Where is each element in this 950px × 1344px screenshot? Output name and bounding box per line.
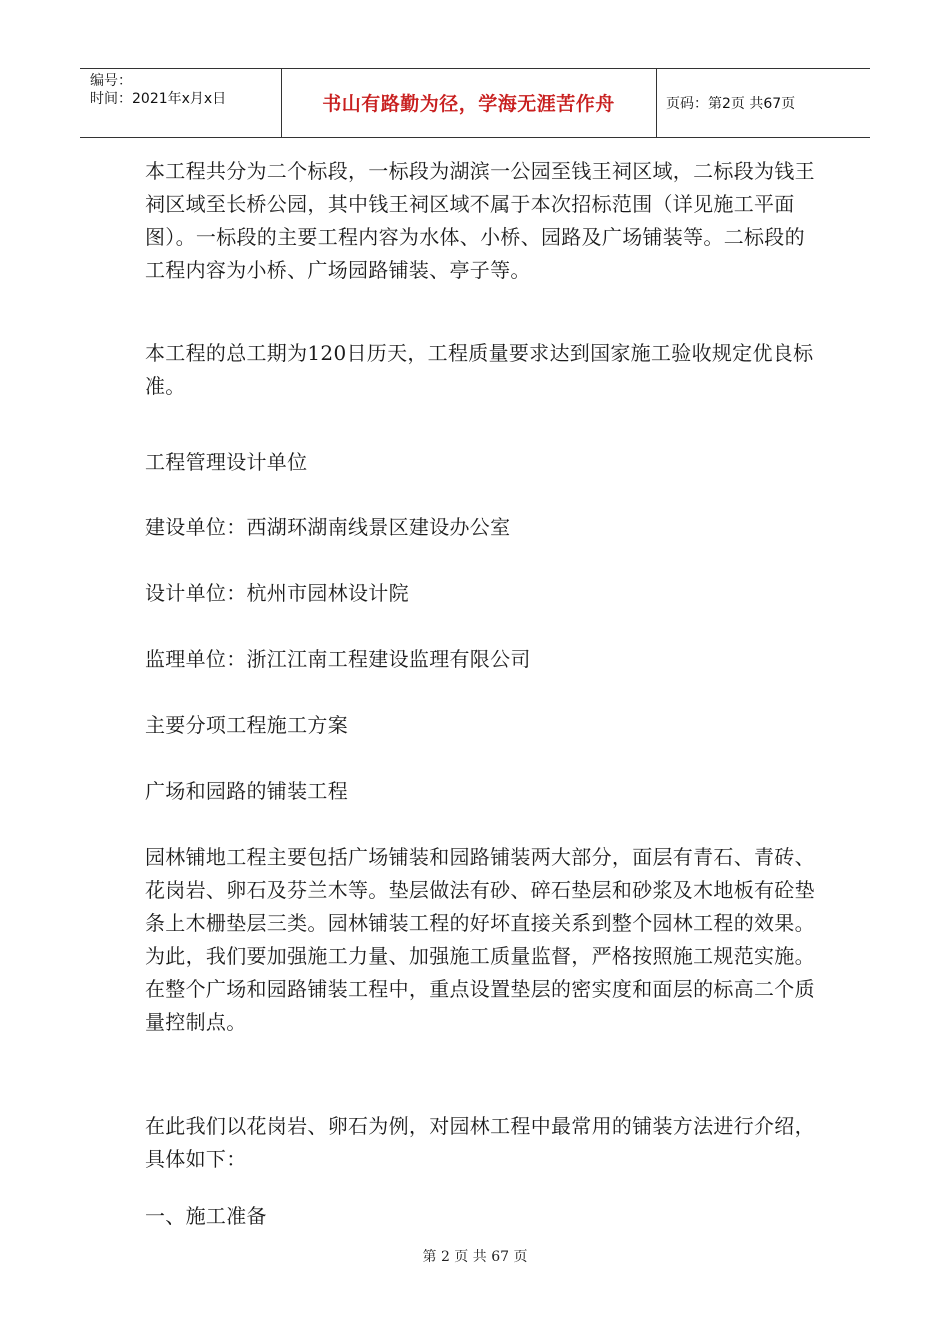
document-header (80, 68, 870, 138)
paragraph-example-intro: 在此我们以花岗岩、卵石为例，对园林工程中最常用的铺装方法进行介绍，具体如下： (145, 1114, 815, 1171)
header-divider (656, 69, 657, 137)
page-footer: 第 2 页 共 67 页 (422, 1249, 528, 1265)
header-page-info: 页码：第2页 共67页 (666, 96, 796, 112)
header-meta (90, 72, 226, 108)
paragraph-paving-description: 园林铺地工程主要包括广场铺装和园路铺装两大部分，面层有青石、青砖、花岗岩、卵石及芬兰木等。垫层做法有砂、碎石垫层和砂浆及木地板有砼垫条上木栅垫层三类。园林铺装工程的好坏直接关系到整个园林工程的效果。为此，我们要加强施工力量、加强施工质量监督，严格按照施工规范实施。在整个广场和园路铺装工程中，重点设置垫层的密实度和面层的标高二个质量控制点。 (145, 845, 815, 1035)
paragraph-duration: 本工程的总工期为120日历天，工程质量要求达到国家施工验收规定优良标准。 (145, 341, 814, 398)
heading-construction-plan: 主要分项工程施工方案 (145, 713, 348, 737)
design-unit: 设计单位：杭州市园林设计院 (145, 581, 409, 605)
header-motto: 书山有路勤为径，学海无涯苦作舟 (322, 93, 615, 115)
construction-unit: 建设单位：西湖环湖南线景区建设办公室 (145, 515, 511, 539)
document-time-label: 时间：2021年x月x日 (90, 91, 227, 107)
paragraph-sections: 本工程共分为二个标段，一标段为湖滨一公园至钱王祠区域，二标段为钱王祠区域至长桥公园，其中钱王祠区域不属于本次招标范围（详见施工平面图）。一标段的主要工程内容为水体、小桥、园路及广场铺装等。二标段的工程内容为小桥、广场园路铺装、亭子等。 (145, 159, 815, 282)
supervision-unit: 监理单位：浙江江南工程建设监理有限公司 (145, 647, 531, 671)
heading-paving-works: 广场和园路的铺装工程 (145, 779, 348, 803)
heading-preparation: 一、施工准备 (145, 1204, 267, 1228)
heading-management-units: 工程管理设计单位 (145, 450, 308, 474)
document-number-label: 编号： (90, 73, 132, 89)
